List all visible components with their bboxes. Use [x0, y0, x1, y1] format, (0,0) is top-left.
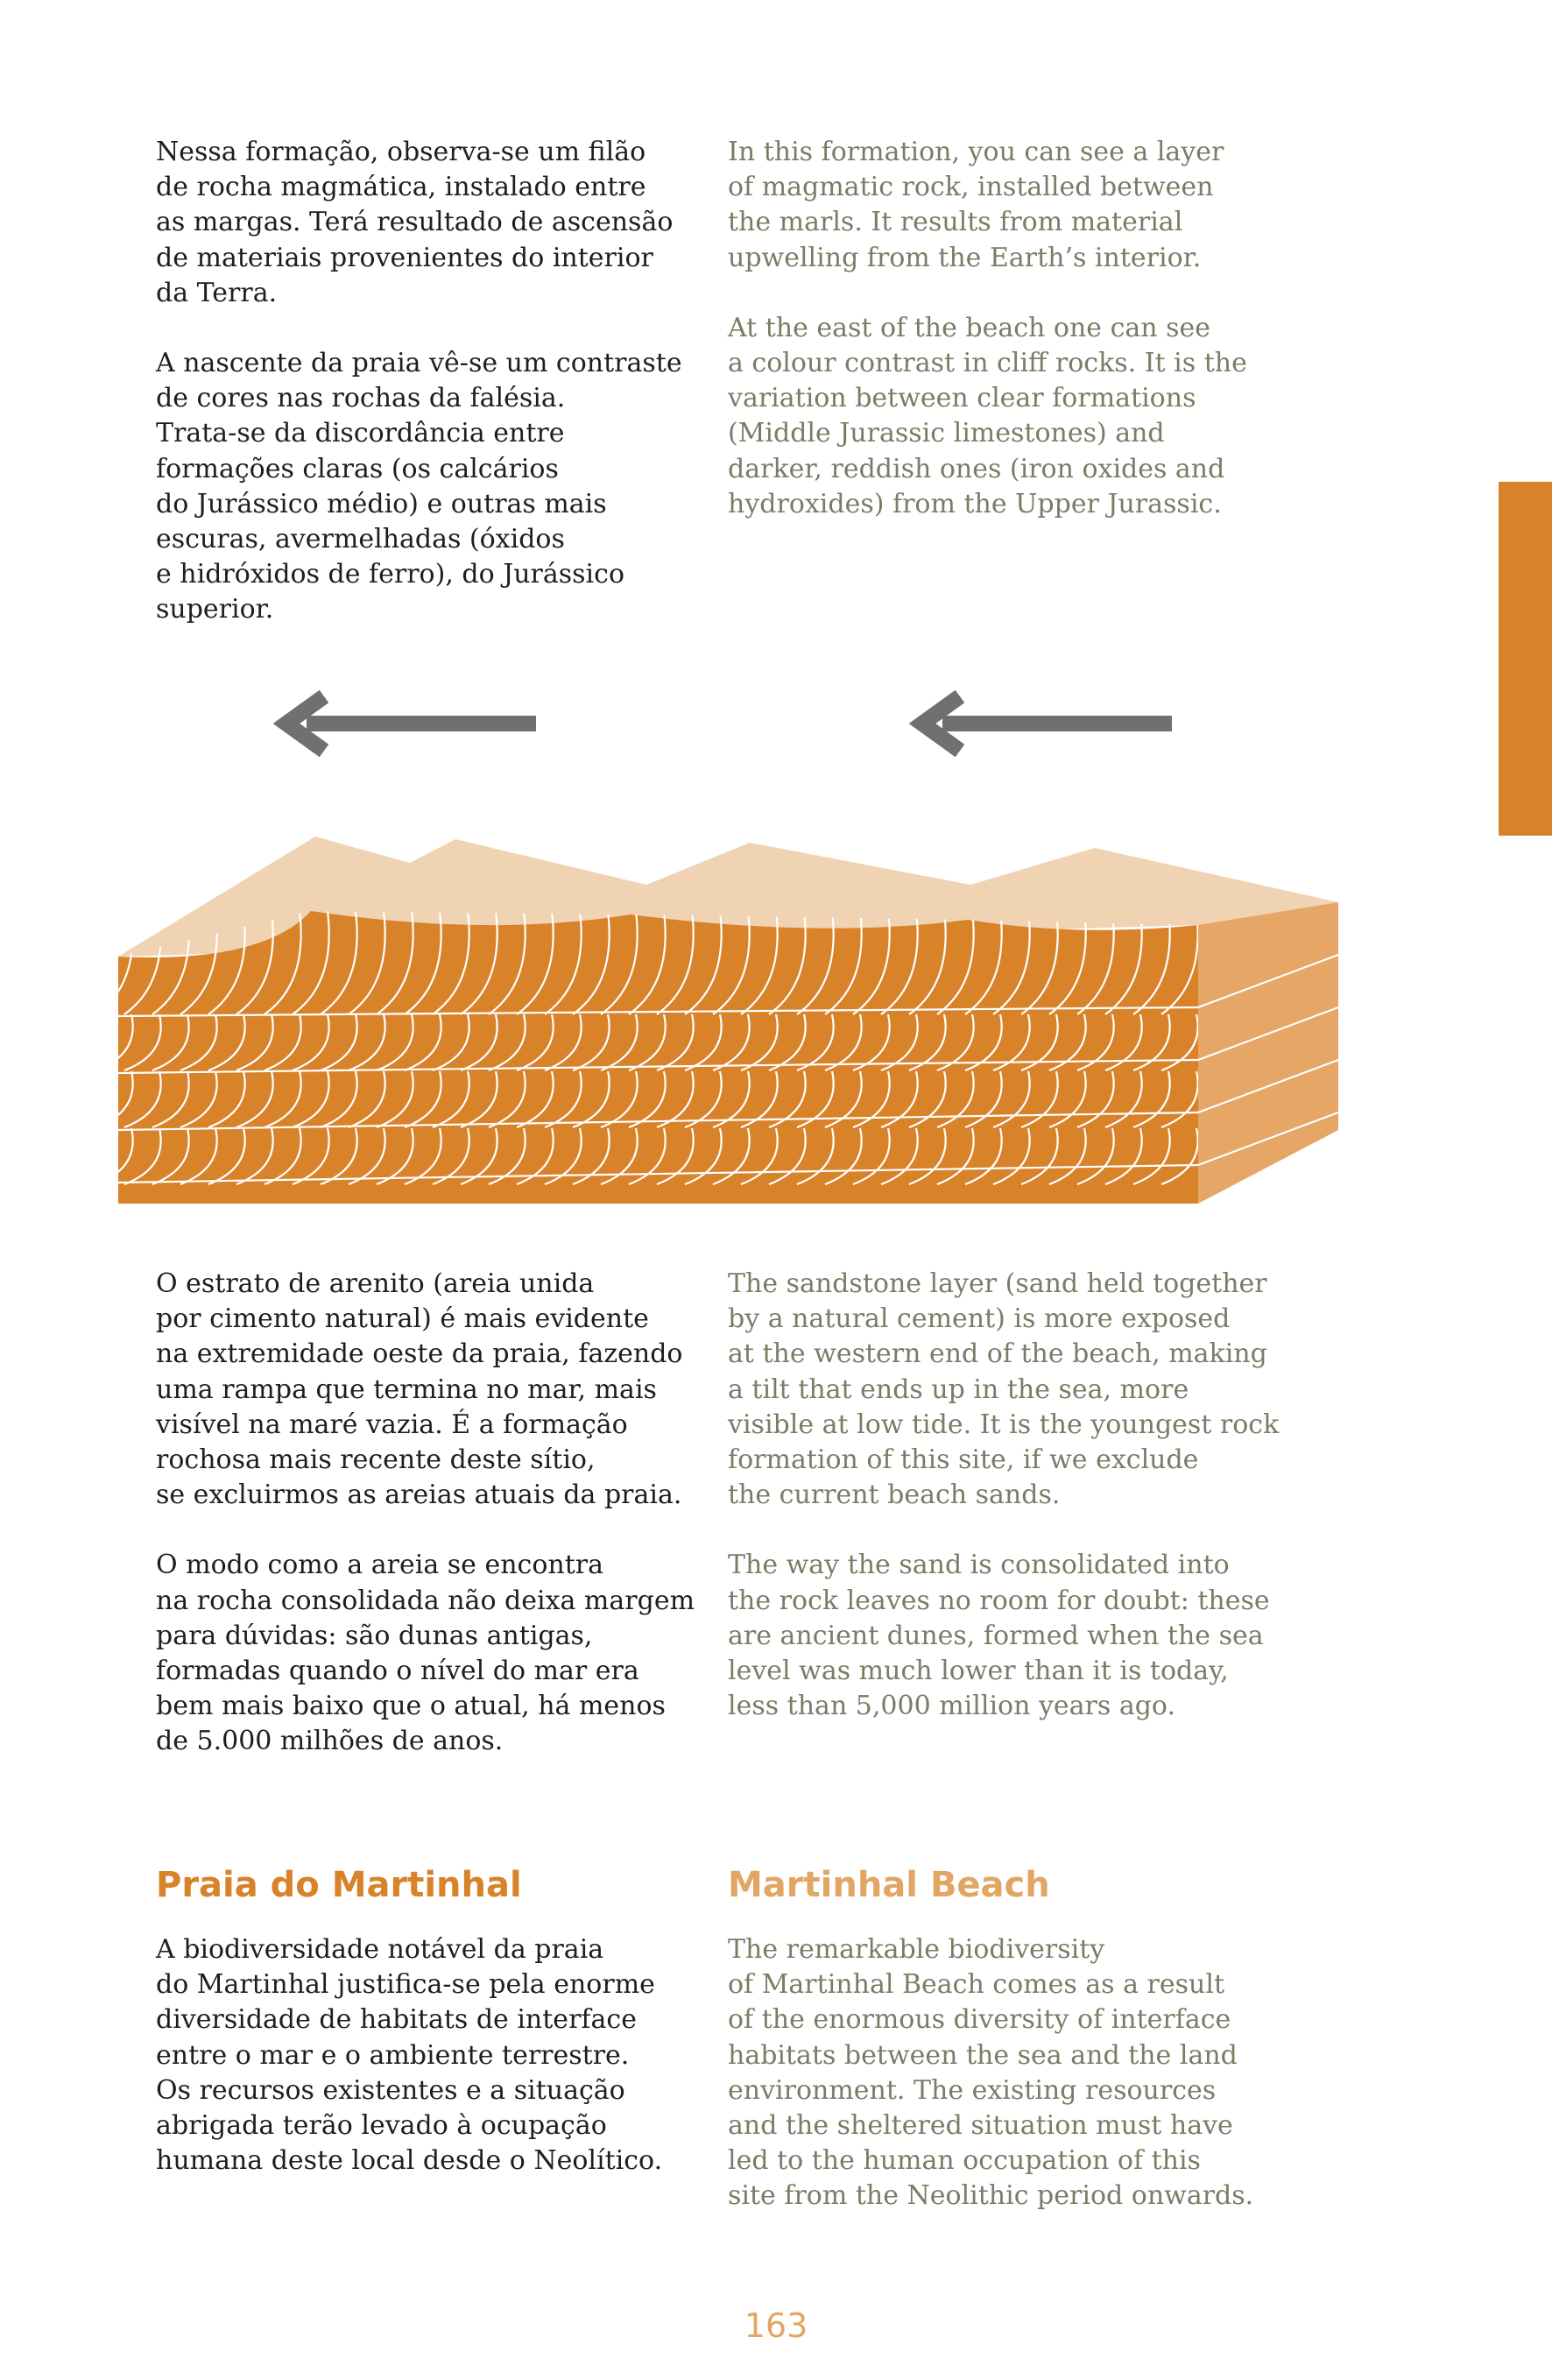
page-number: 163	[744, 2306, 808, 2345]
bottom-pt-paragraph: A biodiversidade notável da praia do Martinhal justifica-se pela enorme diversidade de habitats de interface entre o mar e o ambiente terrestre. Os recursos existentes e a situação abrigada terão levado à ocupação humana deste local desde o Neolítico.	[156, 1934, 663, 2177]
bottom-en-paragraph: The remarkable biodiversity of Martinhal Beach comes as a result of the enormous diversity of interface habitats between the sea and the land environment. The existing resources and the sheltered situation must have led to the human occupation of this site from the Neolithic period onwards.	[728, 1934, 1254, 2212]
middle-en-paragraph-2: The way the sand is consolidated into the rock leaves no room for doubt: these are ancient dunes, formed when the sea level was much lower than it is today, less than 5,000 million years ago.	[728, 1550, 1270, 1722]
middle-english-column	[728, 1267, 1288, 1759]
middle-portuguese-column	[156, 1267, 716, 1795]
top-en-paragraph-2: At the east of the beach one can see a colour contrast in cliff rocks. It is the variation between clear formations (Middle Jurassic limestones) and darker, reddish ones (iron oxides and hydroxides) from the Upper Jurassic.	[728, 312, 1247, 519]
top-en-paragraph-1: In this formation, you can see a layer of magmatic rock, installed between the marls. It results from material upwelling from the Earth’s interior.	[728, 137, 1224, 273]
middle-pt-paragraph-1: O estrato de arenito (areia unida por cimento natural) é mais evidente na extremidade oeste da praia, fazendo uma rampa que termina no mar, mais visível na maré vazia. É a formação rochosa mais recente deste sítio, se excluirmos as areias atuais da praia.	[156, 1268, 683, 1511]
front-face	[118, 911, 1198, 1204]
bottom-portuguese-column	[156, 1864, 716, 2214]
bottom-english-column	[728, 1864, 1288, 2249]
middle-pt-paragraph-2: O modo como a areia se encontra na rocha consolidada não deixa margem para dúvidas: são dunas antigas, formadas quando o nível do mar era bem mais baixo que o atual, há menos de 5.000 milhões de anos.	[156, 1550, 695, 1757]
middle-en-paragraph-1: The sandstone layer (sand held together by a natural cement) is more exposed at the western end of the beach, making a tilt that ends up in the sea, more visible at low tide. It is the youngest rock formation of this site, if we exclude the current beach sands.	[728, 1268, 1280, 1511]
left-arrow-icon	[922, 696, 1172, 751]
top-pt-paragraph-2: A nascente da praia vê-se um contraste de cores nas rochas da falésia. Trata-se da discordância entre formações claras (os calcários do Jurássico médio) e outras mais escuras, avermelhadas (óxidos e hidróxidos de ferro), do Jurássico superior.	[156, 348, 682, 625]
top-pt-paragraph-1: Nessa formação, observa-se um filão de rocha magmática, instalado entre as margas. Terá resultado de ascensão de materiais provenientes do interior da Terra.	[156, 137, 674, 308]
section-heading-pt: Praia do Martinhal	[156, 1865, 522, 1905]
top-portuguese-column	[156, 135, 716, 663]
left-arrow-icon	[286, 696, 536, 751]
sand-dune-cross-section-diagram	[0, 666, 1552, 1226]
section-heading-en: Martinhal Beach	[728, 1865, 1050, 1905]
top-english-column	[728, 135, 1288, 557]
